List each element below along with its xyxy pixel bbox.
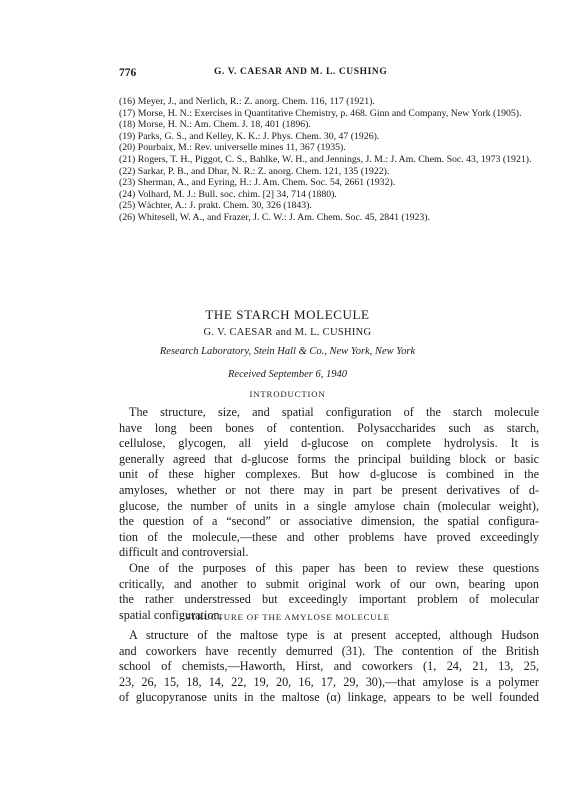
text-line: and coworkers have recently demurred (31). The contention of the British <box>119 643 539 658</box>
text-line: glucose, the number of units in a single amylose chain (molecular weight), <box>119 498 539 513</box>
reference-item: (25) Wächter, A.: J. prakt. Chem. 30, 326 (1843). <box>119 200 312 212</box>
text-line: amyloses, whether or not there may in part be present derivatives of d- <box>119 482 539 497</box>
article-title: THE STARCH MOLECULE <box>205 307 370 322</box>
reference-item: (18) Morse, H. N.: Am. Chem. J. 18, 401 (1896). <box>119 119 311 131</box>
amylose-section-body <box>119 628 539 706</box>
section-heading-introduction: INTRODUCTION <box>249 389 326 399</box>
received-date: Received September 6, 1940 <box>228 369 347 380</box>
text-line: generally agreed that d-glucose forms the principal building block or basic <box>119 451 539 466</box>
reference-item: (20) Pourbaix, M.: Rev. universelle mines 11, 367 (1935). <box>119 142 346 154</box>
section-heading-amylose: STRUCTURE OF THE AMYLOSE MOLECULE <box>185 612 390 622</box>
text-line: cellulose, glycogen, all yield d-glucose on complete hydrolysis. It is <box>119 436 539 451</box>
reference-item: (16) Meyer, J., and Nerlich, R.: Z. anorg. Chem. 116, 117 (1921). <box>119 96 375 107</box>
reference-item: (17) Morse, H. N.: Exercises in Quantitative Chemistry, p. 468. Ginn and Company, New York (1905). <box>119 107 522 119</box>
reference-item: (21) Rogers, T. H., Piggot, C. S., Bahlke, W. H., and Jennings, J. M.: J. Am. Chem. Soc. 43, 1973 (1921). <box>119 153 532 165</box>
text-line: 23, 26, 15, 18, 14, 22, 19, 20, 16, 17, 29, 30),—that amylose is a polymer <box>119 674 539 689</box>
text-line: have long been bones of contention. Polysaccharides such as starch, <box>119 420 539 435</box>
reference-item: (19) Parks, G. S., and Kelley, K. K.: J. Phys. Chem. 30, 47 (1926). <box>119 130 380 142</box>
page-number: 776 <box>119 67 137 79</box>
reference-item: (22) Sarkar, P. B., and Dhar, N. R.: Z. anorg. Chem. 121, 135 (1922). <box>119 165 390 177</box>
text-line: tion of the molecule,—these and other problems have proved exceedingly <box>119 529 539 544</box>
text-line: unit of these higher complexes. But how d-glucose is combined in the <box>119 467 539 482</box>
text-line: spatial configuration. <box>119 607 223 622</box>
text-line: difficult and controversial. <box>119 545 249 560</box>
reference-item: (26) Whitesell, W. A., and Frazer, J. C. W.: J. Am. Chem. Soc. 45, 2841 (1923). <box>119 211 431 223</box>
author-affiliation: Research Laboratory, Stein Hall & Co., New York, New York <box>159 346 416 357</box>
reference-item: (23) Sherman, A., and Eyring, H.: J. Am. Chem. Soc. 54, 2661 (1932). <box>119 177 396 189</box>
reference-item: (24) Volhard, M. J.: Bull. soc. chim. [2] 34, 714 (1880). <box>119 188 337 200</box>
text-line: of glucopyranose units in the maltose (α) linkage, appears to be well founded <box>119 690 539 705</box>
introduction-body <box>119 405 539 623</box>
article-authors: G. V. CAESAR and M. L. CUSHING <box>203 327 372 338</box>
running-head-authors: G. V. CAESAR AND M. L. CUSHING <box>214 67 388 77</box>
text-line: The structure, size, and spatial configuration of the starch molecule <box>129 405 539 419</box>
text-line: A structure of the maltose type is at present accepted, although Hudson <box>129 628 539 642</box>
reference-list <box>119 96 539 224</box>
text-line: school of chemists,—Haworth, Hirst, and coworkers (1, 24, 21, 13, 25, <box>119 659 539 674</box>
text-line: the question of a “second” or associative dimension, the spatial configura- <box>119 514 539 529</box>
text-line: the rather understressed but exceedingly important problem of molecular <box>119 592 539 607</box>
text-line: One of the purposes of this paper has been to review these questions <box>129 560 539 575</box>
running-head <box>119 67 539 81</box>
text-line: critically, and another to submit original work of our own, bearing upon <box>119 576 539 591</box>
